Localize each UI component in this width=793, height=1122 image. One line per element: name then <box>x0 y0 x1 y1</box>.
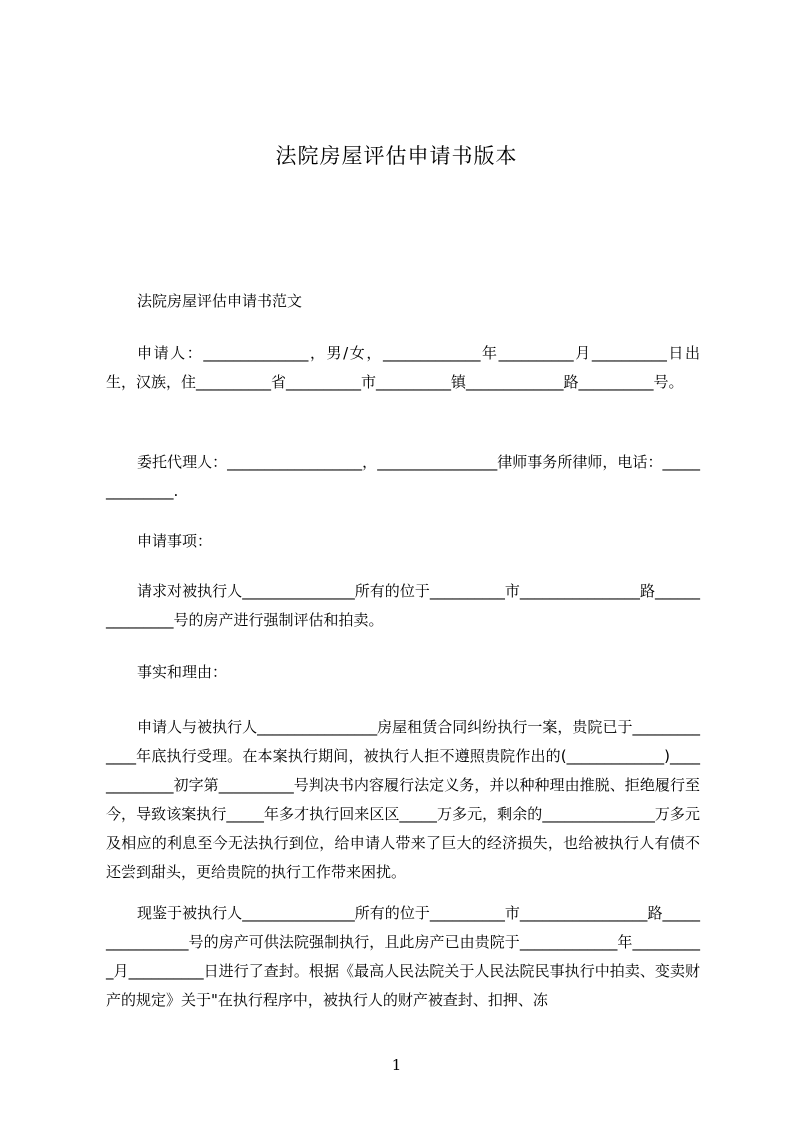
agent-paragraph: 委托代理人：__________________，________________律师事务所律师，电话：______________. <box>106 453 700 500</box>
matters-paragraph: 请求对被执行人_______________所有的位于__________市________________路_______________号的房产进行强制评估和拍卖。 <box>106 582 700 629</box>
matters-heading: 申请事项： <box>137 532 213 550</box>
facts-paragraph-1: 申请人与被执行人________________房屋租赁合同纠纷执行一案，贵院已于_____________年底执行受理。在本案执行期间，被执行人拒不遵照贵院作出的(_____________)_____________初字第__________号判决书内容履行法定义务，并以种种理由推脱、拒绝履行至今，导致该案执行_____年多才执行回来区区_____万多元，剩余的_______________万多元及相应的利息至今无法执行到位，给申请人带来了巨大的经济损失，也给被执行人有债不还尝到甜头，更给贵院的执行工作带来困扰。 <box>106 718 700 881</box>
facts-heading: 事实和理由： <box>137 663 228 681</box>
page-number: 1 <box>391 1056 402 1074</box>
document-title: 法院房屋评估申请书版本 <box>275 144 518 168</box>
applicant-paragraph: 申请人：______________，男/女，_____________年__________月__________日出生，汉族，住__________省__________市__________镇_____________路__________号。 <box>106 344 700 391</box>
facts-paragraph-2: 现鉴于被执行人_______________所有的位于__________市_________________路________________号的房产可供法院强制执行，且此房产已由贵院于_____________年__________月__________日进行了查封。根据《最高人民法院关于人民法院民事执行中拍卖、变卖财产的规定》关于"在执行程序中，被执行人的财产被查封、扣押、冻 <box>106 904 700 1009</box>
document-subtitle: 法院房屋评估申请书范文 <box>137 292 303 310</box>
